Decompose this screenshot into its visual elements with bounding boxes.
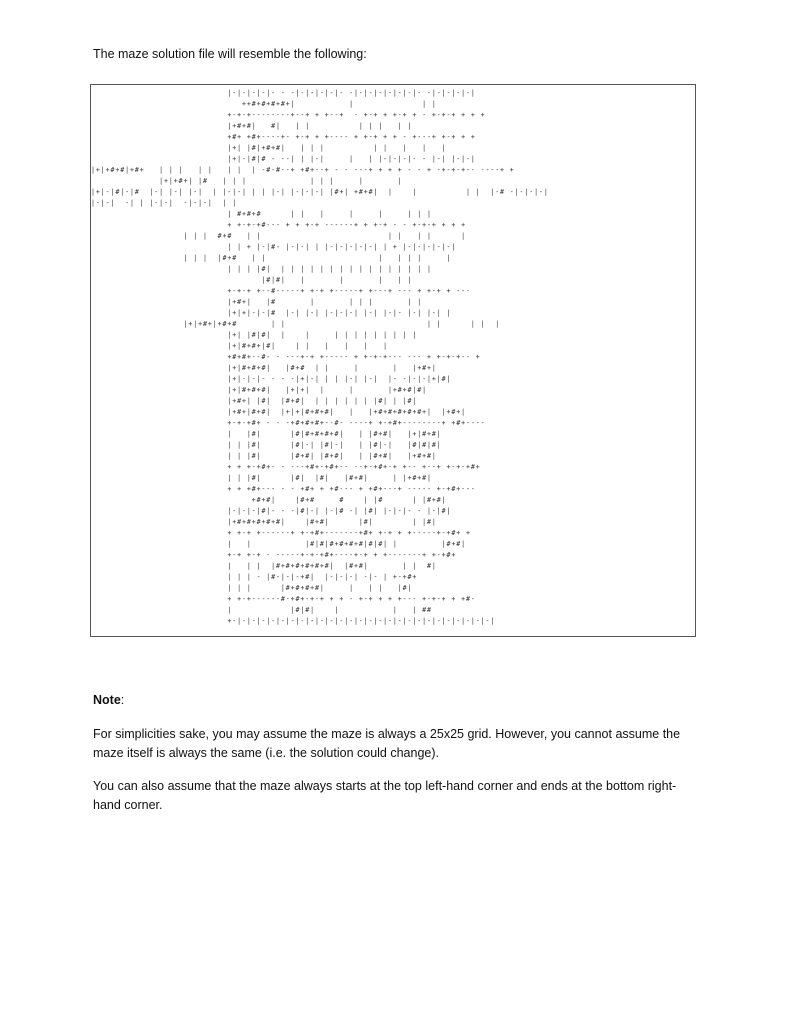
maze-solution-text: |-|-|-|-|- - -|-|-|-|-|- -|-|-|-|-|-|-|- -|-|-|-|-| ++#+#+#+#+| | | | +-+-+--------+--+ + +--+ - +-+ + +-+ + - +-+-+ + + + |+#+#| #| | | | | | | | +#+ +#+----+- +-+ + +---- + +-+ + + - +---+ +-+ + + |+| |#|+#+#| | | | | | | | | |+|-|#|# - --| | |-| | | |-|-|-|- - |-| |-|-| |+|+#+#|+#+ | | | | | | | | -#-#--+ +#+--+ - - ---+ + + + - - + -+-+-+-- ----+ + |+|+#+| |# | | | | | | | | |+|-|#|-|# |-| |-| |-| | |-|-| | | |-| |-|-|-| |#+| +#+#| | | | | |-# -|-|-|-| |-|-| -| | |-|-| -|-|-| | | | #+#+# | | | | | | | | + +-+-+#--- + + +-+ ------+ + +-+ - - +-+-+ + + + | | | #+# | | | | | | | | | + |-|#- |-|-| | |-|-|-|-|-| | + |-|-|-|-|-| | | | |#+# | | | | | | | | | | |#| | | | | | | | | | | | | | | | | |#|#| | | | | | +-+-+ +--#-----+ +-+ +-----+ +---+ --- + +-+ + --- |+#+| |# | | | | | | |+|+|-|-|# |-| |-| |-|-|-| |-| |-|- |-| |-| | |+|+#+|+#+# | | | | | | | |+| |#|#| | | | | | | | | | | | |+|#+#+|#| | | | | | | +#+#+--#- - ---+-+ +----- + +-+-+--- --- + +-+-+-- + |+|#+#+#| |#+# | | | | |+#+| |+|-|-|- - - -|+|-| | | |-| |-| |- -|-|-|+|#| |+|#+#+#| |+|+| | | |+#+#|#| |+#+| |#| |#+#| | | | | | | |#| | |#| |+#+|#+#| |+|+|#+#+#| | |+#+#+#+#+#+| |+#+| +-+-+#+ - - -+#+#+#+--#- ----+ +-+#+--------+ +#+---- | |#| |#|#+#+#+#| | |#+#| |+|#+#| | | |#| |#|-| |#|-| | |#|-| |#|#|#| | | |#| |#+#| |#+#| | |#+#| |+#+#| + + +-+#+- - ---+#+-+#+-- --+-+#+-+ +-- +--+ +-+-+#+ | | |#| |#| |#| |#+#| | |+#+#| + + +#+--- - - +#+ + +#--- + +#+---+ ----- +-+#+--- +#+#| |#+# # | |# | |#+#| |-|-|-|#|- - -|#|-| |-|# -| |#| |-|-|- - |-|#| |+#+#+#+#+#| |#+#| |#| | |#| + +-+ +------+ +-+#+-------+#+ +-+ + +-----+-+#+ + | | |#|#|#+#+#+#|#|#| | |#+#| +-+ +-+ - -----+-+-+#+----+-+ + +-------+ +-+#+ | | | |#+#+#+#+#+#| |#+#| | | #| | | | - |#-|-|-+#| |-|-|-| -|- | +-+#+ | | | |#+#+#+#| | | | |#| + +-+------#-+#+-+-+ + + - +-+ + + +--- +-+-+ + +#- | |#|#| | | | ## +-|-|-|-|-|-|-|-|-|-|-|-|-|-|-|-|-|-|-|-|-|-|-|-|-|-|-| <box>91 89 549 625</box>
maze-solution-figure <box>90 84 696 637</box>
intro-text: The maze solution file will resemble the following: <box>93 47 367 61</box>
note-paragraph-start-end: You can also assume that the maze always starts at the top left-hand corner and ends at the bottom right-hand corner. <box>93 779 677 812</box>
note-label: Note <box>93 693 121 707</box>
note-heading <box>93 693 124 707</box>
note-colon: : <box>120 693 125 707</box>
note-paragraph-grid-assumption: For simplicities sake, you may assume the maze is always a 25x25 grid. However, you cannot assume the maze itself is always the same (i.e. the solution could change). <box>93 727 681 760</box>
